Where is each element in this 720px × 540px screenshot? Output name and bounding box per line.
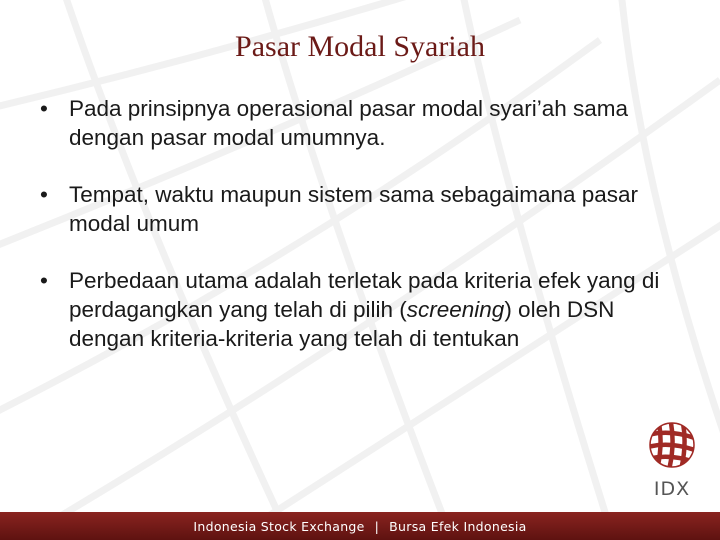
idx-logo xyxy=(640,414,704,504)
bullet-marker: • xyxy=(40,268,48,293)
bullet-text-italic: screening xyxy=(406,297,505,322)
bullet-marker: • xyxy=(40,96,48,121)
footer-separator: | xyxy=(374,518,380,534)
bullet-item xyxy=(38,266,678,353)
logo-text: IDX xyxy=(653,478,691,500)
idx-emblem-icon xyxy=(640,414,704,476)
bullet-text-end: ) oleh DSN dengan kriteria-kriteria yang telah di tentukan xyxy=(69,297,615,351)
footer-bar xyxy=(0,512,720,540)
footer-right-text: Bursa Efek Indonesia xyxy=(389,518,527,534)
bullet-text-start: Perbedaan utama adalah terletak pada kriteria efek yang di perdagangkan yang telah di pilih ( xyxy=(69,268,660,322)
bullet-list xyxy=(38,94,678,381)
footer-left-text: Indonesia Stock Exchange xyxy=(193,518,365,534)
bullet-text: Tempat, waktu maupun sistem sama sebagaimana pasar modal umum xyxy=(69,182,639,236)
bullet-item xyxy=(38,94,678,152)
slide-title: Pasar Modal Syariah xyxy=(235,30,485,63)
bullet-item xyxy=(38,180,678,238)
bullet-marker: • xyxy=(40,182,48,207)
bullet-text: Pada prinsipnya operasional pasar modal syari’ah sama dengan pasar modal umumnya. xyxy=(69,96,629,150)
